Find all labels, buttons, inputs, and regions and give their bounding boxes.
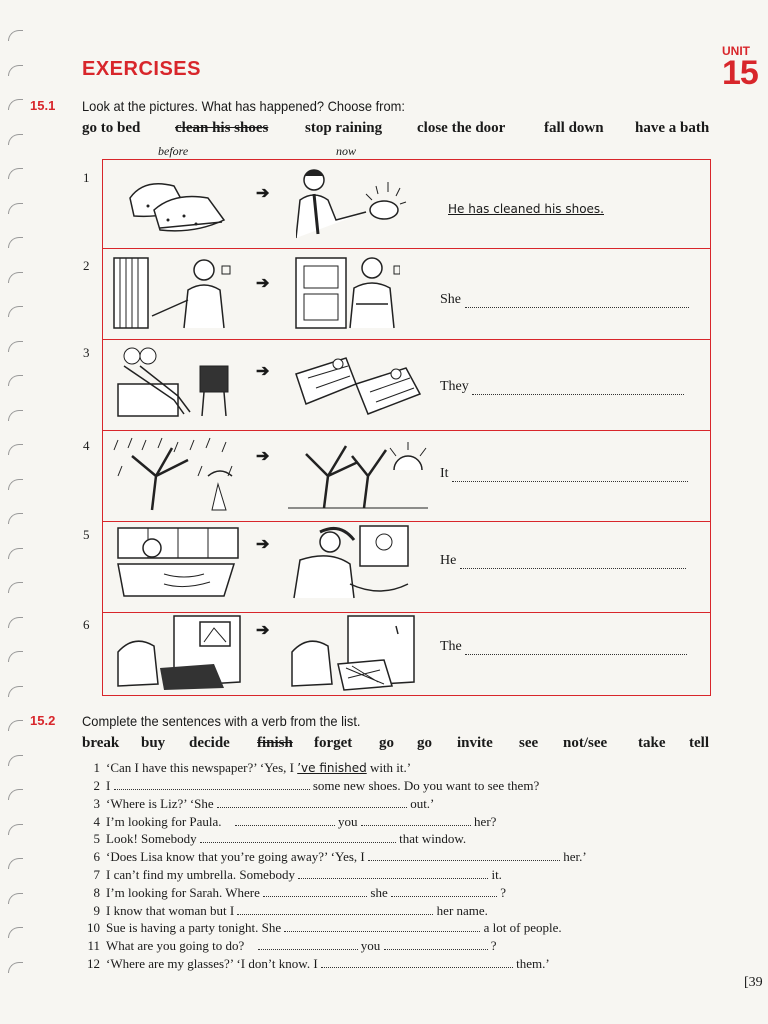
binding-ring (8, 720, 23, 731)
sunny-tree-illustration (288, 436, 428, 512)
sentence-item (80, 760, 411, 776)
answer-line[interactable] (440, 292, 689, 308)
row-number: 2 (83, 258, 90, 273)
binding-ring (8, 272, 23, 283)
binding-ring (8, 893, 23, 904)
sentence-item (80, 831, 466, 847)
sentence-text: her.’ (563, 849, 587, 864)
sentence-text: ‘Where is Liz?’ ‘She (106, 796, 214, 811)
word-option: go (417, 735, 432, 751)
woman-open-door-illustration (112, 256, 240, 330)
row-number: 3 (83, 345, 90, 360)
word-option: decide (189, 735, 230, 751)
sentence-item (80, 956, 550, 972)
arrow-icon: ➔ (256, 275, 270, 292)
sentence-text: I can’t find my umbrella. Somebody (106, 867, 295, 882)
sentence-number: 7 (93, 867, 100, 882)
sentence-text: What are you going to do? (106, 938, 245, 953)
sentence-text: Look! Somebody (106, 831, 197, 846)
sentence-text: some new shoes. Do you want to see them? (312, 778, 540, 793)
binding-ring (8, 858, 23, 869)
answer-prefix: He (440, 553, 457, 568)
sentence-item (80, 885, 506, 901)
sentence-text: it. (491, 867, 502, 882)
sentence-number: 9 (93, 903, 100, 918)
sentence-text: she (370, 885, 388, 900)
sentence-number: 2 (93, 778, 100, 793)
binding-ring (8, 306, 23, 317)
answer-prefix: They (440, 379, 469, 394)
answer-prefix: It (440, 466, 449, 481)
answer-gap[interactable] (361, 815, 471, 826)
arrow-icon: ➔ (256, 622, 270, 639)
row-divider (103, 521, 710, 522)
arrow-icon: ➔ (256, 448, 270, 465)
answer-gap[interactable] (217, 797, 407, 808)
word-option: see (519, 735, 539, 751)
answer-prefix: The (440, 639, 462, 654)
answer-line[interactable] (440, 379, 684, 395)
word-option: take (638, 735, 666, 751)
answer-gap[interactable] (258, 939, 358, 950)
answer-gap[interactable] (114, 779, 310, 790)
word-option: invite (457, 735, 493, 751)
row-divider (103, 339, 710, 340)
binding-ring (8, 548, 23, 559)
sentence-text: them.’ (516, 956, 550, 971)
sentence-number: 8 (93, 885, 100, 900)
answer-line[interactable] (440, 639, 687, 655)
sentence-text: ‘Does Lisa know that you’re going away?’ ‘Yes, I (106, 849, 365, 864)
sentence-text: you (338, 814, 358, 829)
sentence-number: 5 (93, 831, 100, 846)
binding-ring (8, 99, 23, 110)
binding-ring (8, 582, 23, 593)
page-title: EXERCISES (82, 58, 201, 80)
sentence-text: that window. (399, 831, 467, 846)
binding-ring (8, 237, 23, 248)
man-cleaning-shoes-illustration (296, 164, 416, 244)
answer-gap[interactable] (368, 850, 560, 861)
binding-ring (8, 203, 23, 214)
exercise-number-15-2: 15.2 (30, 713, 56, 728)
sentence-number: 12 (87, 956, 100, 971)
word-option: stop raining (305, 120, 383, 136)
binding-ring (8, 617, 23, 628)
sentence-item (80, 814, 496, 830)
answer-gap[interactable] (298, 868, 488, 879)
exercise-2-instruction: Complete the sentences with a verb from the list. (82, 713, 361, 729)
sentence-text: out.’ (410, 796, 435, 811)
binding-ring (8, 651, 23, 662)
binding-ring (8, 375, 23, 386)
man-in-bath-illustration (114, 524, 244, 600)
unit-label: UNIT (722, 44, 750, 58)
page-number: [39 (744, 975, 763, 990)
row-number: 1 (83, 170, 90, 185)
sentence-text: you (360, 938, 381, 953)
sentence-text: I’m looking for Sarah. Where (106, 885, 260, 900)
word-option: break (82, 735, 120, 751)
word-option: go to bed (82, 120, 141, 136)
filled-answer: He has cleaned his shoes. (448, 202, 604, 216)
binding-ring (8, 755, 23, 766)
sentence-text: I’m looking for Paula. (106, 814, 222, 829)
binding-ring (8, 341, 23, 352)
answer-gap[interactable] (263, 886, 367, 897)
binding-ring (8, 444, 23, 455)
word-option: close the door (417, 120, 506, 136)
answer-gap[interactable] (237, 904, 433, 915)
word-option: fall down (544, 120, 604, 136)
binding-ring (8, 410, 23, 421)
word-option: forget (314, 735, 353, 751)
row-number: 6 (83, 617, 90, 632)
unit-number: 15 (722, 54, 758, 92)
answer-gap[interactable] (284, 921, 480, 932)
now-label: now (336, 144, 357, 158)
sentence-text: ‘Can I have this newspaper?’ ‘Yes, I (106, 760, 298, 775)
sentence-text: I know that woman but I (106, 903, 235, 918)
word-option: tell (689, 735, 709, 751)
sentence-item (80, 796, 434, 812)
filled-answer: ’ve finished (297, 761, 367, 775)
sentence-item (80, 867, 502, 883)
dirty-shoes-illustration (124, 168, 234, 242)
sentence-number: 4 (93, 814, 100, 829)
sentence-text: ‘Where are my glasses?’ ‘I don’t know. I (106, 956, 318, 971)
woman-closed-door-illustration (290, 256, 400, 330)
arrow-icon: ➔ (256, 185, 270, 202)
arrow-icon: ➔ (256, 363, 270, 380)
sentence-number: 10 (87, 920, 100, 935)
binding-ring (8, 30, 23, 41)
binding-ring (8, 789, 23, 800)
exercise-1-instruction: Look at the pictures. What has happened? Choose from: (82, 98, 405, 114)
answer-prefix: She (440, 292, 461, 307)
binding-ring (8, 927, 23, 938)
answer-line[interactable] (440, 466, 688, 482)
binding-ring (8, 168, 23, 179)
binding-ring (8, 513, 23, 524)
fallen-picture-illustration (288, 612, 418, 692)
room-with-picture-illustration (114, 612, 244, 690)
binding-ring (8, 962, 23, 973)
sentence-text: ? (500, 885, 507, 900)
sentence-item (80, 938, 497, 954)
word-option: go (379, 735, 394, 751)
sentence-text: ? (490, 938, 497, 953)
sentence-number: 1 (93, 760, 100, 775)
binding-ring (8, 65, 23, 76)
sentence-text: with it.’ (366, 760, 412, 775)
sentence-text: a lot of people. (483, 920, 562, 935)
man-drying-hair-illustration (290, 524, 420, 600)
sentence-item (80, 920, 562, 936)
binding-ring (8, 479, 23, 490)
answer-line[interactable] (448, 202, 604, 218)
word-option: not/see (563, 735, 608, 751)
sentence-text: her name. (436, 903, 488, 918)
sentence-text: Sue is having a party tonight. She (106, 920, 282, 935)
binding-ring (8, 824, 23, 835)
sentence-text: her? (474, 814, 497, 829)
sentence-number: 11 (87, 938, 100, 953)
exercise-number-15-1: 15.1 (30, 98, 56, 113)
answer-gap[interactable] (384, 939, 488, 950)
before-label: before (158, 144, 189, 158)
row-divider (103, 430, 710, 431)
word-option: clean his shoes (175, 120, 269, 136)
couple-watching-tv-illustration (114, 344, 236, 420)
answer-gap[interactable] (235, 815, 335, 826)
spiral-binding (6, 30, 30, 1010)
row-number: 5 (83, 527, 90, 542)
binding-ring (8, 686, 23, 697)
sentence-item (80, 849, 587, 865)
word-option: buy (141, 735, 166, 751)
raining-tree-illustration (112, 436, 242, 512)
word-option: have a bath (635, 120, 710, 136)
row-number: 4 (83, 438, 90, 453)
sentence-text: I (106, 778, 111, 793)
sentence-item (80, 778, 539, 794)
sentence-item (80, 903, 488, 919)
arrow-icon: ➔ (256, 536, 270, 553)
answer-line[interactable] (440, 553, 686, 569)
sentence-number: 6 (93, 849, 100, 864)
binding-ring (8, 134, 23, 145)
answer-gap[interactable] (200, 832, 396, 843)
answer-gap[interactable] (391, 886, 497, 897)
row-divider (103, 248, 710, 249)
answer-gap[interactable] (321, 957, 513, 968)
word-option: finish (257, 735, 293, 751)
couple-in-bed-illustration (286, 344, 426, 422)
sentence-number: 3 (93, 796, 100, 811)
